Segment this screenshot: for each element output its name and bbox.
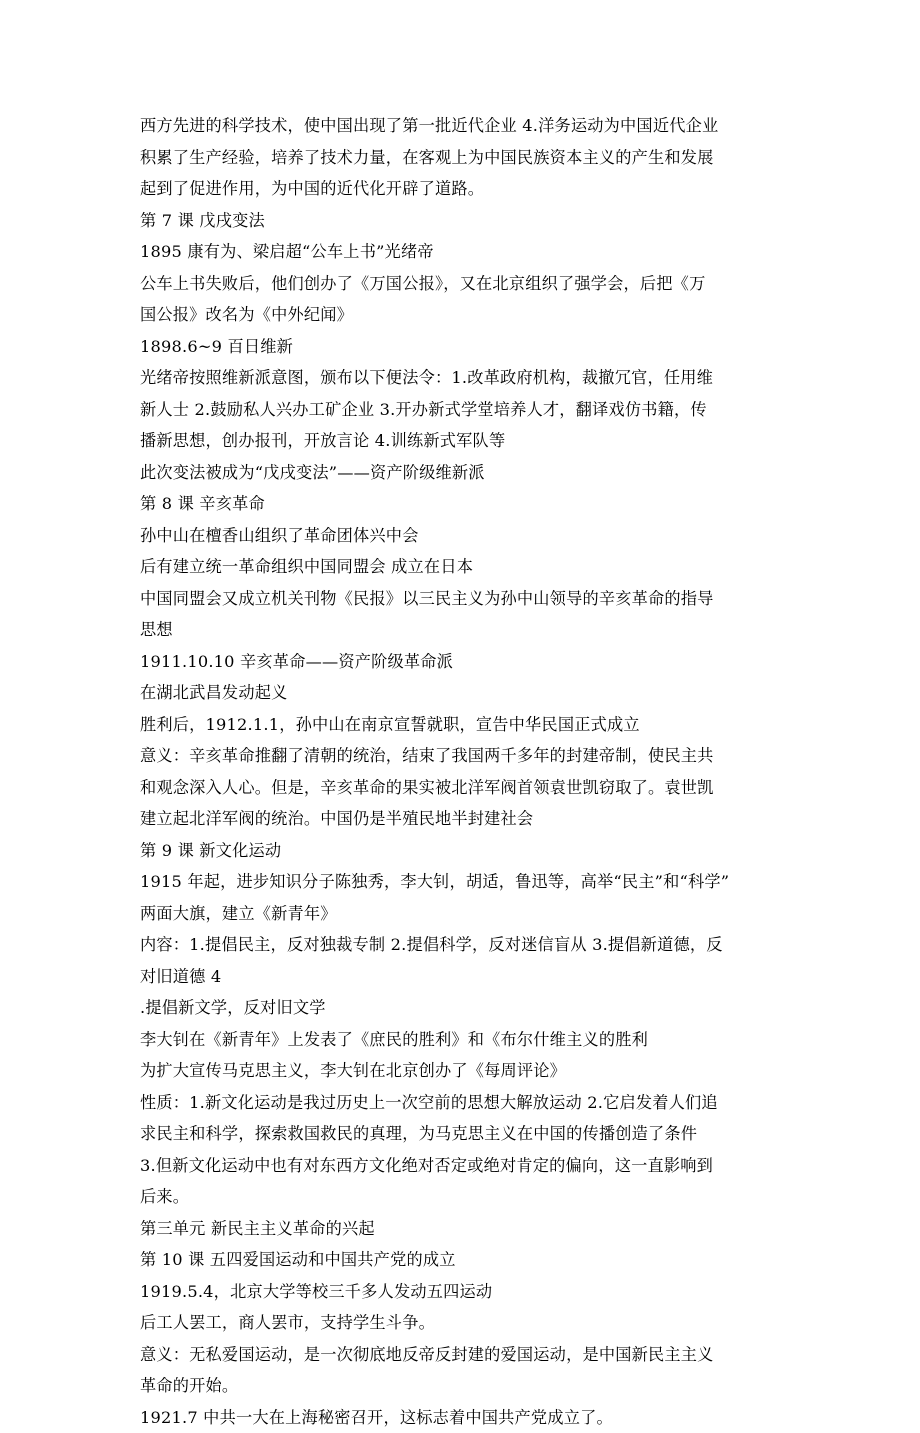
document-body	[140, 110, 782, 1433]
text-line: 播新思想，创办报刊，开放言论 4.训练新式军队等	[140, 425, 782, 457]
text-line: 李大钊在《新青年》上发表了《庶民的胜利》和《布尔什维主义的胜利	[140, 1024, 782, 1056]
lesson-heading: 第 9 课 新文化运动	[140, 835, 782, 867]
text-line: 胜利后，1912.1.1，孙中山在南京宣誓就职，宣告中华民国正式成立	[140, 709, 782, 741]
lesson-heading: 第 8 课 辛亥革命	[140, 488, 782, 520]
text-line: 国公报》改名为《中外纪闻》	[140, 299, 782, 331]
text-line: 光绪帝按照维新派意图，颁布以下便法令：1.改革政府机构，裁撤冗官，任用维	[140, 362, 782, 394]
text-line: 1921.7 中共一大在上海秘密召开，这标志着中国共产党成立了。	[140, 1402, 782, 1433]
text-line: 此次变法被成为“戊戌变法”——资产阶级维新派	[140, 457, 782, 489]
text-line: 性质：1.新文化运动是我过历史上一次空前的思想大解放运动 2.它启发着人们追	[140, 1087, 782, 1119]
text-line: 西方先进的科学技术，使中国出现了第一批近代企业 4.洋务运动为中国近代企业	[140, 110, 782, 142]
text-line: 意义：辛亥革命推翻了清朝的统治，结束了我国两千多年的封建帝制，使民主共	[140, 740, 782, 772]
text-line: 1898.6~9 百日维新	[140, 331, 782, 363]
text-line: 思想	[140, 614, 782, 646]
text-line: 两面大旗，建立《新青年》	[140, 898, 782, 930]
text-line: 公车上书失败后，他们创办了《万国公报》，又在北京组织了强学会，后把《万	[140, 268, 782, 300]
text-line: 后工人罢工，商人罢市，支持学生斗争。	[140, 1307, 782, 1339]
text-line: 后来。	[140, 1181, 782, 1213]
unit-heading: 第三单元 新民主主义革命的兴起	[140, 1213, 782, 1245]
text-line: 意义：无私爱国运动，是一次彻底地反帝反封建的爱国运动，是中国新民主主义	[140, 1339, 782, 1371]
text-line: 在湖北武昌发动起义	[140, 677, 782, 709]
text-line: 建立起北洋军阀的统治。中国仍是半殖民地半封建社会	[140, 803, 782, 835]
text-line: 1915 年起，进步知识分子陈独秀，李大钊，胡适，鲁迅等，高举“民主”和“科学”	[140, 866, 782, 898]
text-line: 积累了生产经验，培养了技术力量，在客观上为中国民族资本主义的产生和发展	[140, 142, 782, 174]
text-line: 3.但新文化运动中也有对东西方文化绝对否定或绝对肯定的偏向，这一直影响到	[140, 1150, 782, 1182]
text-line: 中国同盟会又成立机关刊物《民报》以三民主义为孙中山领导的辛亥革命的指导	[140, 583, 782, 615]
text-line: 对旧道德 4	[140, 961, 782, 993]
text-line: 起到了促进作用，为中国的近代化开辟了道路。	[140, 173, 782, 205]
text-line: 革命的开始。	[140, 1370, 782, 1402]
text-line: 新人士 2.鼓励私人兴办工矿企业 3.开办新式学堂培养人才，翻译戏仿书籍，传	[140, 394, 782, 426]
text-line: 1895 康有为、梁启超“公车上书”光绪帝	[140, 236, 782, 268]
text-line: 孙中山在檀香山组织了革命团体兴中会	[140, 520, 782, 552]
text-line: 1919.5.4，北京大学等校三千多人发动五四运动	[140, 1276, 782, 1308]
text-line: .提倡新文学，反对旧文学	[140, 992, 782, 1024]
lesson-heading: 第 10 课 五四爱国运动和中国共产党的成立	[140, 1244, 782, 1276]
text-line: 后有建立统一革命组织中国同盟会 成立在日本	[140, 551, 782, 583]
text-line: 和观念深入人心。但是，辛亥革命的果实被北洋军阀首领袁世凯窃取了。袁世凯	[140, 772, 782, 804]
text-line: 内容：1.提倡民主，反对独裁专制 2.提倡科学，反对迷信盲从 3.提倡新道德，反	[140, 929, 782, 961]
text-line: 为扩大宣传马克思主义，李大钊在北京创办了《每周评论》	[140, 1055, 782, 1087]
text-line: 求民主和科学，探索救国救民的真理，为马克思主义在中国的传播创造了条件	[140, 1118, 782, 1150]
text-line: 1911.10.10 辛亥革命——资产阶级革命派	[140, 646, 782, 678]
lesson-heading: 第 7 课 戊戌变法	[140, 205, 782, 237]
